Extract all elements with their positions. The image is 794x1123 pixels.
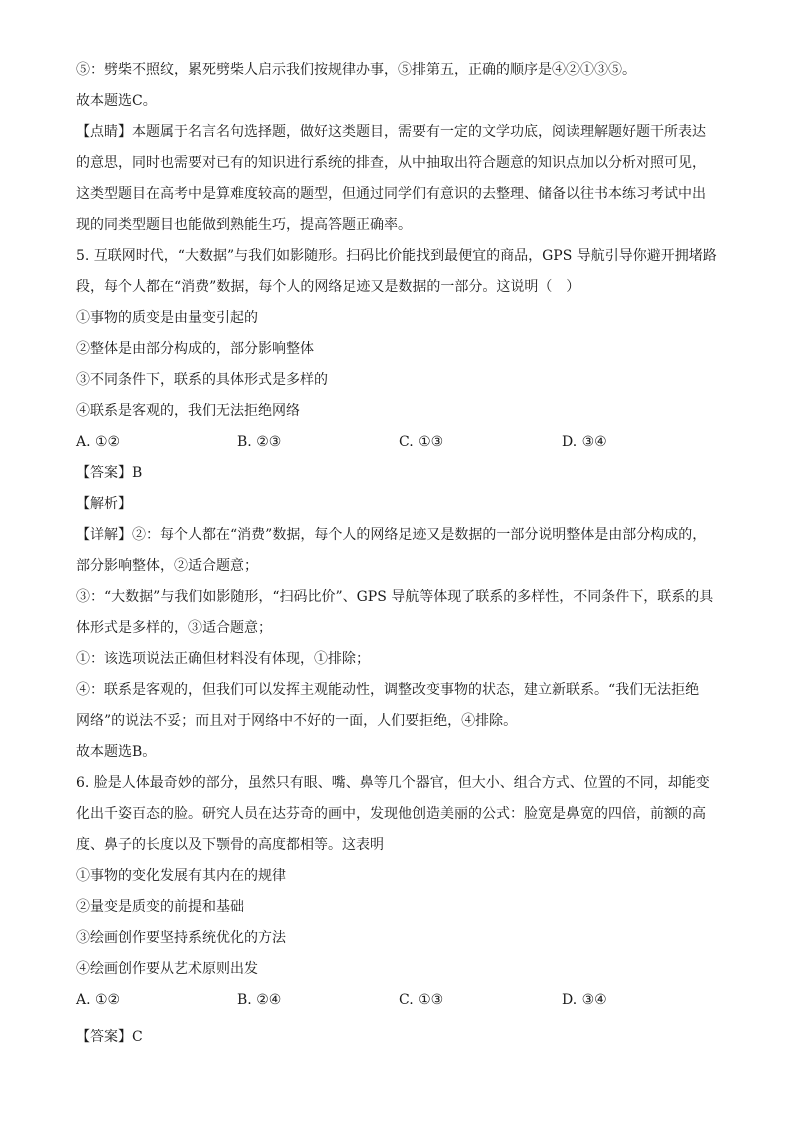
q6-item: ②量变是质变的前提和基础: [76, 899, 244, 915]
q5-detail-line: 【详解】②：每个人都在“消费”数据，每个人的网络足迹又是数据的一部分说明整体是由部分构成的，: [76, 527, 707, 543]
q6-item: ③绘画创作要坚持系统优化的方法: [76, 930, 286, 946]
q5-detail-line: 网络”的说法不妥；而且对于网络中不好的一面，人们要拒绝，④排除。: [76, 713, 518, 729]
q5-option-b: B. ②③: [237, 434, 282, 450]
q6-option-c: C. ①③: [399, 992, 444, 1008]
q5-detail-line: ①：该选项说法正确但材料没有体现，①排除；: [76, 651, 370, 667]
q5-detail-line: ③：“大数据”与我们如影随形，“扫码比价”、GPS 导航等体现了联系的多样性，不同条件下，联系的具: [76, 589, 714, 605]
q6-stem-line: 6. 脸是人体最奇妙的部分，虽然只有眼、嘴、鼻等几个器官，但大小、组合方式、位置的不同，却能变: [76, 775, 710, 791]
q5-detail-line: ④：联系是客观的，但我们可以发挥主观能动性，调整改变事物的状态，建立新联系。“我们无法拒绝: [76, 682, 700, 698]
q6-item: ①事物的变化发展有其内在的规律: [76, 868, 286, 884]
q5-answer: 【答案】B: [76, 465, 143, 481]
q6-stem-line: 化出千姿百态的脸。研究人员在达芬奇的画中，发现他创造美丽的公式：脸宽是鼻宽的四倍，前额的高: [76, 806, 706, 822]
dianjing-line: 【点睛】本题属于名言名句选择题，做好这类题目，需要有一定的文学功底，阅读理解题好题干所表达: [76, 124, 706, 140]
question-6: [76, 768, 720, 1053]
q5-stem-line: 5. 互联网时代，“大数据”与我们如影随形。扫码比价能找到最便宜的商品，GPS 导航引导你避开拥堵路: [76, 248, 717, 264]
q6-option-d: D. ③④: [562, 992, 607, 1008]
q5-option-a: A. ①②: [76, 434, 121, 450]
q4-line-5: ⑤：劈柴不照纹，累死劈柴人启示我们按规律办事，⑤排第五，正确的顺序是④②①③⑤。: [76, 62, 636, 78]
q5-item: ②整体是由部分构成的，部分影响整体: [76, 341, 314, 357]
q6-answer: 【答案】C: [76, 1029, 143, 1045]
q6-option-b: B. ②④: [237, 992, 282, 1008]
q6-options: [76, 985, 720, 1016]
q5-stem-line: 段，每个人都在“消费”数据，每个人的网络足迹又是数据的一部分。这说明（ ）: [76, 279, 581, 295]
q5-item: ①事物的质变是由量变引起的: [76, 310, 258, 326]
q5-item: ③不同条件下，联系的具体形式是多样的: [76, 372, 328, 388]
q4-dianjing: [76, 117, 720, 241]
q5-option-d: D. ③④: [562, 434, 607, 450]
dianjing-line: 现的同类型题目也能做到熟能生巧，提高答题正确率。: [76, 217, 412, 233]
q6-stem-line: 度、鼻子的长度以及下颚骨的高度都相等。这表明: [76, 837, 384, 853]
dianjing-line: 的意思，同时也需要对已有的知识进行系统的排查，从中抽取出符合题意的知识点加以分析对照可见，: [76, 155, 706, 171]
q5-detail-line: 体形式是多样的，③适合题意；: [76, 620, 272, 636]
q6-item: ④绘画创作要从艺术原则出发: [76, 961, 258, 977]
question-5: [76, 241, 720, 768]
q5-jiexi-heading: 【解析】: [76, 496, 132, 512]
q5-option-c: C. ①③: [399, 434, 444, 450]
document-page: [76, 55, 720, 1053]
q6-option-a: A. ①②: [76, 992, 121, 1008]
q5-detail-line: 部分影响整体，②适合题意；: [76, 558, 258, 574]
dianjing-line: 这类型题目在高考中是算难度较高的题型，但通过同学们有意识的去整理、储备以往书本练习考试中出: [76, 186, 706, 202]
q5-item: ④联系是客观的，我们无法拒绝网络: [76, 403, 300, 419]
q4-conclusion: 故本题选C。: [76, 93, 157, 109]
q5-conclusion: 故本题选B。: [76, 744, 157, 760]
q5-options: [76, 427, 720, 458]
